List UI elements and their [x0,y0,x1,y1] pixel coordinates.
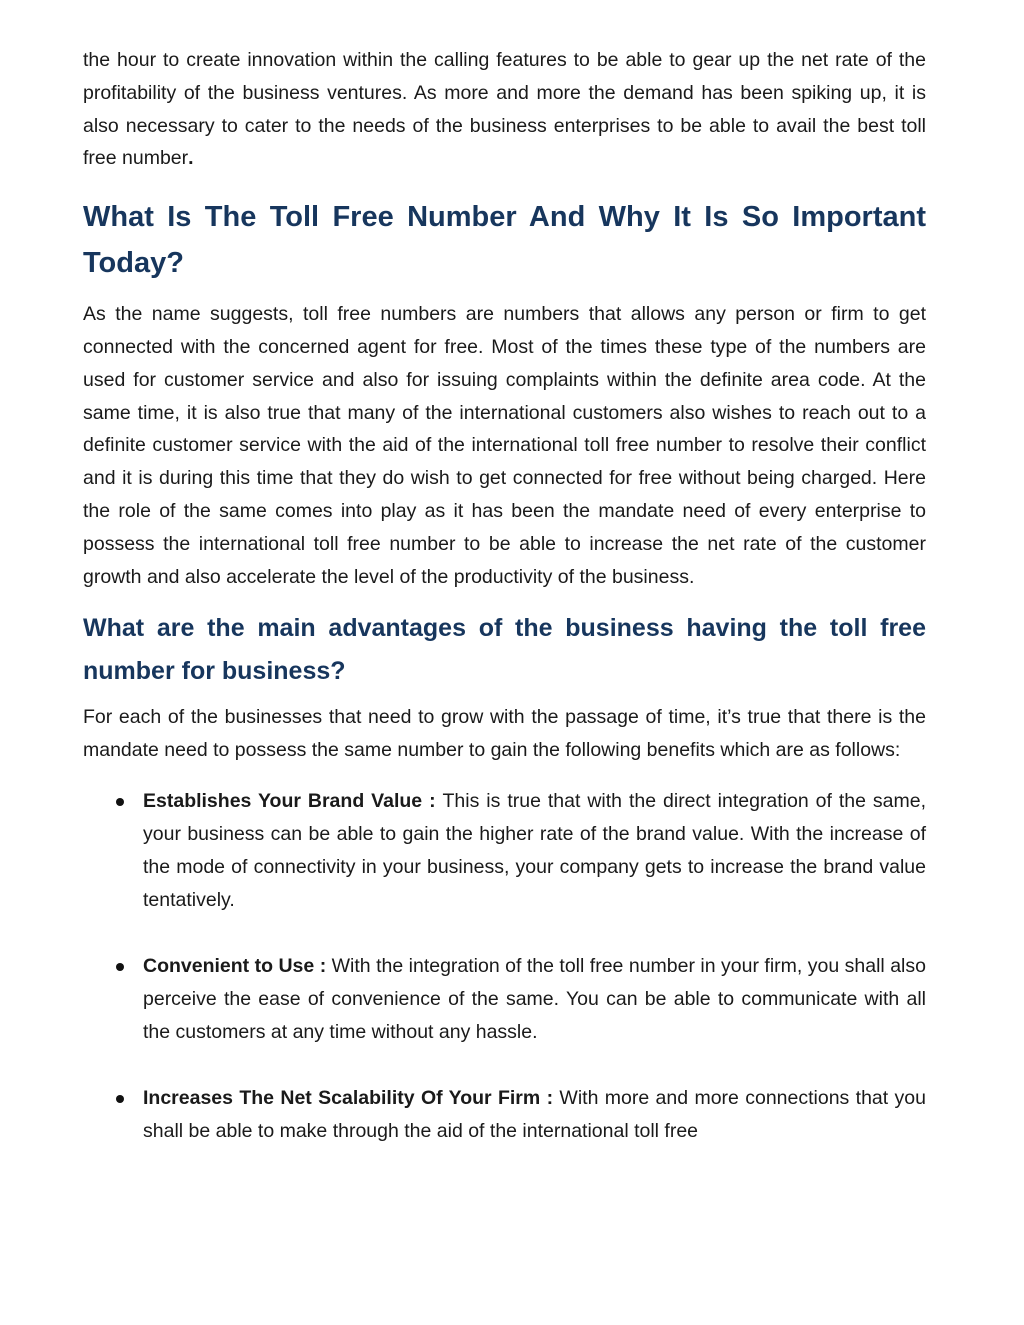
section-heading-advantages: What are the main advantages of the business having the toll free number for business? [83,614,926,686]
document-page [83,44,926,1181]
list-item-text: With the integration of the toll free number in your firm, you shall also perceive the ease of convenience of the same. You can be able to communicate with all the customers at any time without any hassle. [143,954,926,1043]
section-body-toll-free: As the name suggests, toll free numbers are numbers that allows any person or firm to get connected with the concerned agent for free. Most of the times these type of the numbers are used for customer service and also for issuing complaints within the definite area code. At the same time, it is also true that many of the international customers also wishes to reach out to a definite customer service with the aid of the international toll free number to resolve their conflict and it is during this time that they do wish to get connected for free without being charged. Here the role of the same comes into play as it has been the mandate need of every enterprise to possess the international toll free number to be able to increase the net rate of the customer growth and also accelerate the level of the productivity of the business. [83,303,926,588]
bullet-icon [116,1095,124,1103]
list-item-title: Establishes Your Brand Value : [143,789,443,812]
list-item [83,785,926,917]
benefits-list [83,785,926,1148]
list-item-title: Convenient to Use : [143,954,332,977]
intro-end-mark: . [188,147,194,170]
list-item-text: This is true that with the direct integration of the same, your business can be able to gain the higher rate of the brand value. With the increase of the mode of connectivity in your business, your company gets to increase the brand value tentatively. [143,789,927,911]
bullet-icon [116,963,124,971]
intro-text: the hour to create innovation within the calling features to be able to gear up the net rate of the profitability of the business ventures. As more and more the demand has been spiking up, it is also necessary to cater to the needs of the business enterprises to be able to avail the best toll free number [83,49,926,170]
intro-paragraph [83,44,926,175]
list-item-title: Increases The Net Scalability Of Your Firm : [143,1086,560,1109]
list-item [83,1082,926,1148]
list-item [83,950,926,1049]
section-body-advantages: For each of the businesses that need to grow with the passage of time, it’s true that there is the mandate need to possess the same number to gain the following benefits which are as follows: [83,706,926,762]
list-item-text: With more and more connections that you shall be able to make through the aid of the international toll free [143,1086,926,1142]
bullet-icon [116,798,124,806]
section-heading-toll-free: What Is The Toll Free Number And Why It Is So Important Today? [83,201,926,280]
